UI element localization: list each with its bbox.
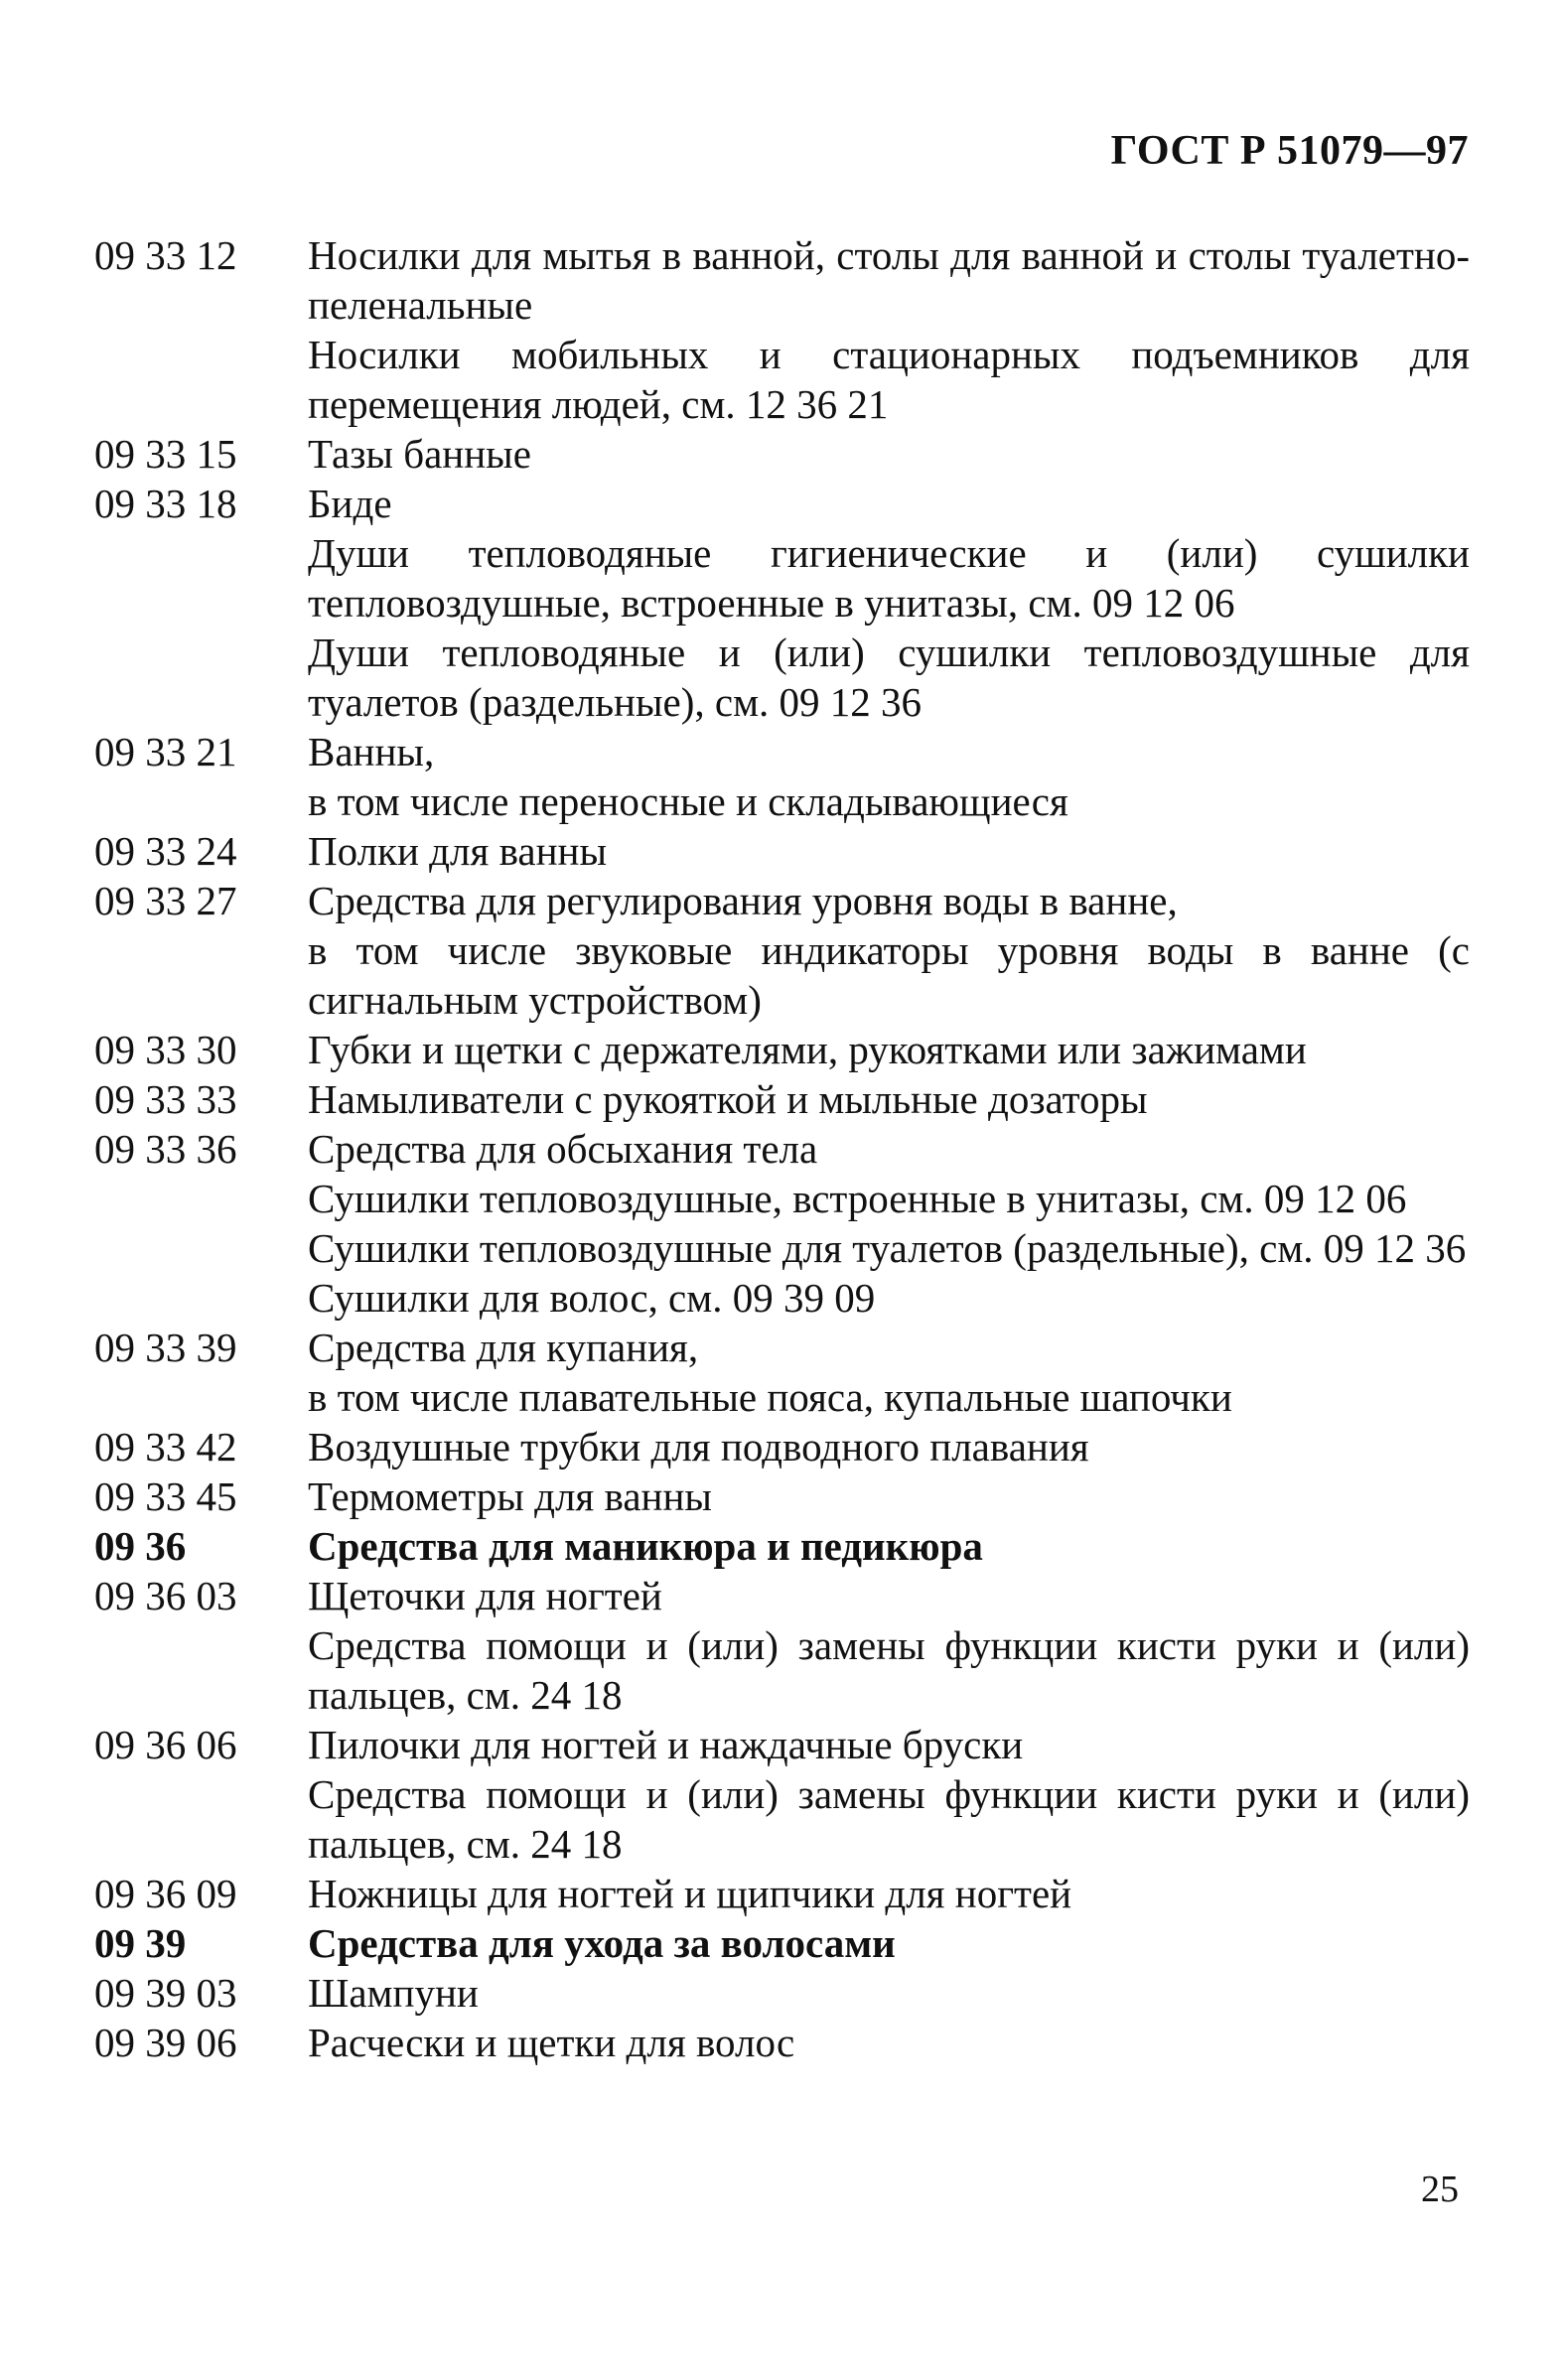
entry-code: 09 36 09 <box>94 1871 237 1916</box>
entry-text-line: Полки для ванны <box>308 828 608 874</box>
entry-text-line: Губки и щетки с держателями, рукоятками или зажимами <box>308 1027 1307 1072</box>
entry-code: 09 36 06 <box>94 1722 237 1767</box>
entry-code: 09 33 21 <box>94 729 237 774</box>
entry-description <box>308 1074 1470 1124</box>
entry-description <box>308 1869 1470 1918</box>
entry-description <box>308 727 1470 826</box>
entry-code: 09 33 24 <box>94 828 237 874</box>
entry-row <box>94 230 1470 429</box>
entry-code: 09 39 <box>94 1920 187 1966</box>
entry-text-line: в том числе плавательные пояса, купальные шапочки <box>308 1374 1232 1420</box>
entry-text-line: Средства помощи и (или) замены функции кисти руки и (или) пальцев, см. 24 18 <box>308 1771 1470 1867</box>
entry-description <box>308 1323 1470 1422</box>
entry-description <box>308 876 1470 1025</box>
entry-text-line: Носилки для мытья в ванной, столы для ванной и столы туалетно-пеленальные <box>308 232 1470 328</box>
entry-description <box>308 826 1470 876</box>
entry-description <box>308 1720 1470 1869</box>
entry-row <box>94 1869 1470 1918</box>
page-number: 25 <box>1421 2169 1459 2210</box>
entry-text-line: Намыливатели с рукояткой и мыльные дозаторы <box>308 1076 1148 1122</box>
standard-header: ГОСТ Р 51079—97 <box>1110 128 1469 174</box>
entry-text-line: Средства для регулирования уровня воды в ванне, <box>308 878 1178 923</box>
entry-row <box>94 1571 1470 1720</box>
entry-description <box>308 1422 1470 1471</box>
entry-code: 09 36 <box>94 1523 187 1569</box>
entry-code: 09 36 03 <box>94 1573 237 1618</box>
section-heading-row <box>94 1521 1470 1571</box>
entry-description <box>308 1521 1470 1571</box>
entry-code: 09 39 06 <box>94 2020 237 2065</box>
entry-code: 09 33 33 <box>94 1076 237 1122</box>
entry-row <box>94 1422 1470 1471</box>
entry-code: 09 33 15 <box>94 431 237 477</box>
entry-text-line: Средства для ухода за волосами <box>308 1920 896 1966</box>
entry-text-line: Сушилки для волос, см. 09 39 09 <box>308 1275 876 1321</box>
entry-row <box>94 429 1470 479</box>
entry-text-line: Носилки мобильных и стационарных подъемников для перемещения людей, см. 12 36 21 <box>308 332 1470 427</box>
entry-description <box>308 1968 1470 2018</box>
entry-row <box>94 1720 1470 1869</box>
entry-row <box>94 876 1470 1025</box>
section-heading-row <box>94 1918 1470 1968</box>
entry-code: 09 33 27 <box>94 878 237 923</box>
entry-text-line: Биде <box>308 481 392 526</box>
entry-text-line: Средства для маникюра и педикюра <box>308 1523 983 1569</box>
entry-row <box>94 1968 1470 2018</box>
entry-description <box>308 1918 1470 1968</box>
entry-description <box>308 1571 1470 1720</box>
entry-text-line: Души тепловодяные гигиенические и (или) сушилки тепловоздушные, встроенные в унитазы, см. 09 12 06 <box>308 530 1470 626</box>
entry-row <box>94 2018 1470 2067</box>
entry-code: 09 33 18 <box>94 481 237 526</box>
entry-text-line: Термометры для ванны <box>308 1473 712 1519</box>
entry-code: 09 33 39 <box>94 1325 237 1370</box>
entry-row <box>94 1074 1470 1124</box>
entry-description <box>308 230 1470 429</box>
entry-text-line: Средства для обсыхания тела <box>308 1126 818 1172</box>
entry-row <box>94 479 1470 727</box>
entry-row <box>94 727 1470 826</box>
classification-list <box>94 230 1470 2067</box>
entry-code: 09 39 03 <box>94 1970 237 2016</box>
entry-row <box>94 1471 1470 1521</box>
entry-code: 09 33 36 <box>94 1126 237 1172</box>
entry-text-line: в том числе переносные и складывающиеся <box>308 778 1068 824</box>
entry-row <box>94 826 1470 876</box>
entry-text-line: Души тепловодяные и (или) сушилки тепловоздушные для туалетов (раздельные), см. 09 12 36 <box>308 630 1470 725</box>
entry-text-line: Пилочки для ногтей и наждачные бруски <box>308 1722 1024 1767</box>
entry-text-line: в том числе звуковые индикаторы уровня воды в ванне (с сигнальным устройством) <box>308 927 1470 1023</box>
entry-code: 09 33 42 <box>94 1424 237 1470</box>
entry-text-line: Ванны, <box>308 729 435 774</box>
entry-text-line: Тазы банные <box>308 431 531 477</box>
entry-text-line: Щеточки для ногтей <box>308 1573 662 1618</box>
entry-code: 09 33 12 <box>94 232 237 278</box>
entry-row <box>94 1323 1470 1422</box>
entry-text-line: Воздушные трубки для подводного плавания <box>308 1424 1089 1470</box>
entry-text-line: Ножницы для ногтей и щипчики для ногтей <box>308 1871 1072 1916</box>
entry-text-line: Шампуни <box>308 1970 479 2016</box>
entry-description <box>308 1025 1470 1074</box>
entry-description <box>308 429 1470 479</box>
entry-text-line: Средства помощи и (или) замены функции кисти руки и (или) пальцев, см. 24 18 <box>308 1622 1470 1718</box>
entry-description <box>308 1124 1470 1323</box>
entry-row <box>94 1124 1470 1323</box>
entry-code: 09 33 45 <box>94 1473 237 1519</box>
entry-description <box>308 479 1470 727</box>
entry-description <box>308 2018 1470 2067</box>
entry-description <box>308 1471 1470 1521</box>
entry-text-line: Расчески и щетки для волос <box>308 2020 795 2065</box>
entry-row <box>94 1025 1470 1074</box>
entry-text-line: Сушилки тепловоздушные для туалетов (раздельные), см. 09 12 36 <box>308 1225 1467 1271</box>
entry-text-line: Сушилки тепловоздушные, встроенные в унитазы, см. 09 12 06 <box>308 1176 1407 1221</box>
entry-text-line: Средства для купания, <box>308 1325 699 1370</box>
entry-code: 09 33 30 <box>94 1027 237 1072</box>
